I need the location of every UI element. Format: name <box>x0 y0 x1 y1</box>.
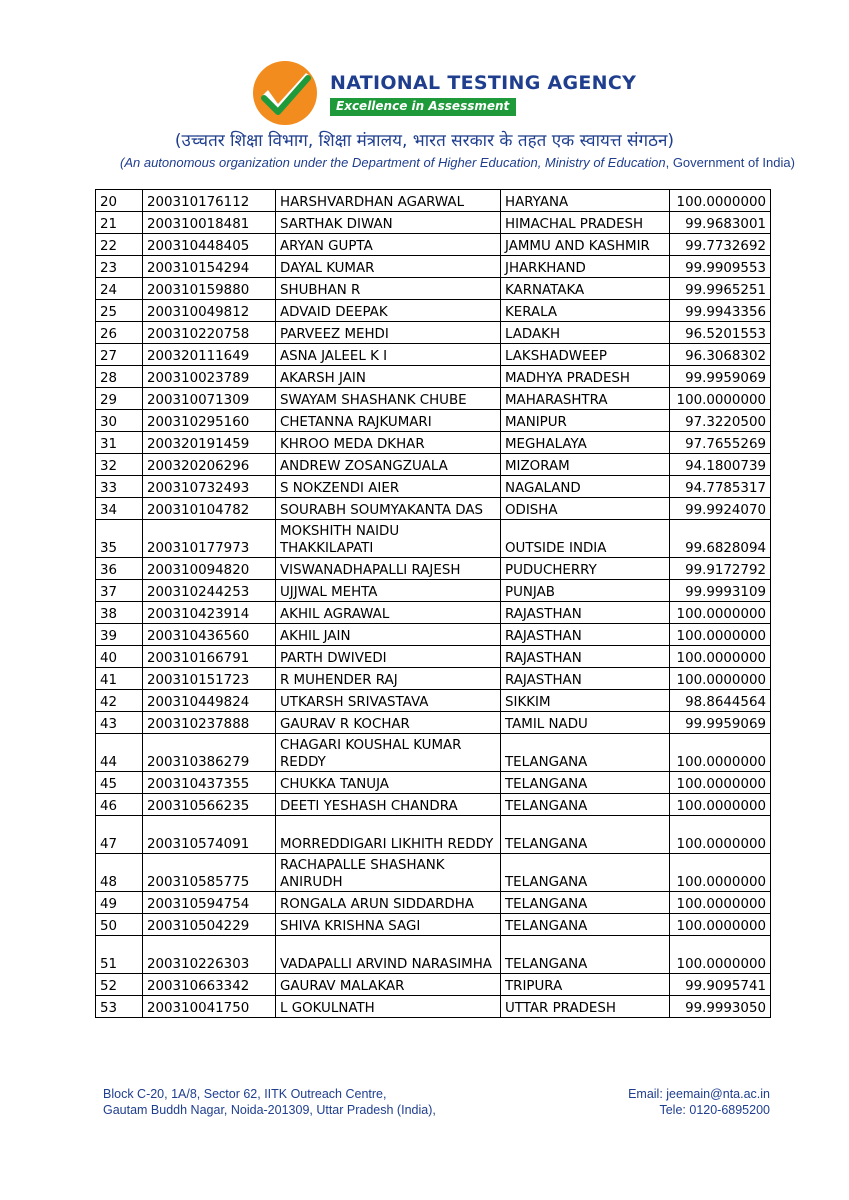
score-cell: 94.7785317 <box>670 476 771 498</box>
state-cell: TELANGANA <box>501 772 670 794</box>
state-cell: RAJASTHAN <box>501 624 670 646</box>
roll-number-cell: 200310585775 <box>143 854 276 892</box>
state-cell: LAKSHADWEEP <box>501 344 670 366</box>
serial-number-cell: 32 <box>96 454 143 476</box>
candidate-name-cell: GAURAV MALAKAR <box>276 974 501 996</box>
score-cell: 100.0000000 <box>670 646 771 668</box>
serial-number-cell: 33 <box>96 476 143 498</box>
candidate-name-cell: CHAGARI KOUSHAL KUMAR REDDY <box>276 734 501 772</box>
table-row <box>96 300 771 322</box>
roll-number-cell: 200310177973 <box>143 520 276 558</box>
candidate-name-cell: CHUKKA TANUJA <box>276 772 501 794</box>
serial-number-cell: 31 <box>96 432 143 454</box>
candidate-name-cell: RACHAPALLE SHASHANK ANIRUDH <box>276 854 501 892</box>
table-row <box>96 558 771 580</box>
candidate-name-cell: PARVEEZ MEHDI <box>276 322 501 344</box>
roll-number-cell: 200310437355 <box>143 772 276 794</box>
table-row <box>96 794 771 816</box>
candidate-name-cell: VADAPALLI ARVIND NARASIMHA <box>276 936 501 974</box>
score-cell: 99.9993109 <box>670 580 771 602</box>
roll-number-cell: 200310023789 <box>143 366 276 388</box>
serial-number-cell: 38 <box>96 602 143 624</box>
state-cell: MIZORAM <box>501 454 670 476</box>
score-cell: 100.0000000 <box>670 190 771 212</box>
table-row <box>96 454 771 476</box>
candidate-name-cell: AKHIL AGRAWAL <box>276 602 501 624</box>
state-cell: NAGALAND <box>501 476 670 498</box>
candidate-name-cell: ANDREW ZOSANGZUALA <box>276 454 501 476</box>
table-row <box>96 520 771 558</box>
serial-number-cell: 52 <box>96 974 143 996</box>
table-row <box>96 580 771 602</box>
serial-number-cell: 44 <box>96 734 143 772</box>
serial-number-cell: 45 <box>96 772 143 794</box>
score-cell: 100.0000000 <box>670 388 771 410</box>
serial-number-cell: 29 <box>96 388 143 410</box>
serial-number-cell: 42 <box>96 690 143 712</box>
score-cell: 99.9943356 <box>670 300 771 322</box>
results-table-body <box>96 190 771 1018</box>
state-cell: MANIPUR <box>501 410 670 432</box>
candidate-name-cell: DAYAL KUMAR <box>276 256 501 278</box>
score-cell: 99.9172792 <box>670 558 771 580</box>
serial-number-cell: 39 <box>96 624 143 646</box>
score-cell: 99.9924070 <box>670 498 771 520</box>
state-cell: JAMMU AND KASHMIR <box>501 234 670 256</box>
score-cell: 96.5201553 <box>670 322 771 344</box>
roll-number-cell: 200320191459 <box>143 432 276 454</box>
state-cell: RAJASTHAN <box>501 668 670 690</box>
score-cell: 100.0000000 <box>670 602 771 624</box>
serial-number-cell: 46 <box>96 794 143 816</box>
table-row <box>96 476 771 498</box>
roll-number-cell: 200310423914 <box>143 602 276 624</box>
serial-number-cell: 49 <box>96 892 143 914</box>
table-row <box>96 624 771 646</box>
roll-number-cell: 200310386279 <box>143 734 276 772</box>
state-cell: TELANGANA <box>501 936 670 974</box>
roll-number-cell: 200310237888 <box>143 712 276 734</box>
hindi-subtitle: (उच्चतर शिक्षा विभाग, शिक्षा मंत्रालय, भारत सरकार के तहत एक स्वायत्त संगठन) <box>174 131 675 151</box>
state-cell: TELANGANA <box>501 816 670 854</box>
subtitle-gov: , Government of India) <box>665 155 795 170</box>
table-row <box>96 668 771 690</box>
table-row <box>96 366 771 388</box>
table-row <box>96 322 771 344</box>
candidate-name-cell: SOURABH SOUMYAKANTA DAS <box>276 498 501 520</box>
address-line-1: Block C-20, 1A/8, Sector 62, IITK Outreach Centre, <box>103 1087 387 1101</box>
roll-number-cell: 200310071309 <box>143 388 276 410</box>
state-cell: HIMACHAL PRADESH <box>501 212 670 234</box>
state-cell: MEGHALAYA <box>501 432 670 454</box>
roll-number-cell: 200310018481 <box>143 212 276 234</box>
score-cell: 98.8644564 <box>670 690 771 712</box>
serial-number-cell: 30 <box>96 410 143 432</box>
address-line-2: Gautam Buddh Nagar, Noida-201309, Uttar Pradesh (India), <box>103 1103 436 1117</box>
score-cell: 100.0000000 <box>670 734 771 772</box>
table-row <box>96 410 771 432</box>
serial-number-cell: 23 <box>96 256 143 278</box>
roll-number-cell: 200310220758 <box>143 322 276 344</box>
table-row <box>96 432 771 454</box>
state-cell: SIKKIM <box>501 690 670 712</box>
table-row <box>96 190 771 212</box>
roll-number-cell: 200310574091 <box>143 816 276 854</box>
footer-contact <box>628 1086 770 1118</box>
serial-number-cell: 24 <box>96 278 143 300</box>
roll-number-cell: 200310566235 <box>143 794 276 816</box>
serial-number-cell: 50 <box>96 914 143 936</box>
score-cell: 99.9993050 <box>670 996 771 1018</box>
table-row <box>96 388 771 410</box>
state-cell: LADAKH <box>501 322 670 344</box>
candidate-name-cell: ASNA JALEEL K I <box>276 344 501 366</box>
state-cell: UTTAR PRADESH <box>501 996 670 1018</box>
roll-number-cell: 200310176112 <box>143 190 276 212</box>
serial-number-cell: 51 <box>96 936 143 974</box>
score-cell: 100.0000000 <box>670 794 771 816</box>
state-cell: JHARKHAND <box>501 256 670 278</box>
candidate-name-cell: S NOKZENDI AIER <box>276 476 501 498</box>
score-cell: 100.0000000 <box>670 854 771 892</box>
candidate-name-cell: DEETI YESHASH CHANDRA <box>276 794 501 816</box>
score-cell: 100.0000000 <box>670 624 771 646</box>
roll-number-cell: 200310504229 <box>143 914 276 936</box>
roll-number-cell: 200310732493 <box>143 476 276 498</box>
candidate-name-cell: RONGALA ARUN SIDDARDHA <box>276 892 501 914</box>
state-cell: RAJASTHAN <box>501 646 670 668</box>
candidate-name-cell: SARTHAK DIWAN <box>276 212 501 234</box>
score-cell: 99.9959069 <box>670 366 771 388</box>
roll-number-cell: 200310244253 <box>143 580 276 602</box>
score-cell: 96.3068302 <box>670 344 771 366</box>
serial-number-cell: 47 <box>96 816 143 854</box>
candidate-name-cell: MOKSHITH NAIDU THAKKILAPATI <box>276 520 501 558</box>
serial-number-cell: 27 <box>96 344 143 366</box>
candidate-name-cell: ARYAN GUPTA <box>276 234 501 256</box>
serial-number-cell: 53 <box>96 996 143 1018</box>
candidate-name-cell: SHIVA KRISHNA SAGI <box>276 914 501 936</box>
table-row <box>96 854 771 892</box>
serial-number-cell: 25 <box>96 300 143 322</box>
table-row <box>96 646 771 668</box>
candidate-name-cell: HARSHVARDHAN AGARWAL <box>276 190 501 212</box>
score-cell: 99.9965251 <box>670 278 771 300</box>
state-cell: MADHYA PRADESH <box>501 366 670 388</box>
roll-number-cell: 200310094820 <box>143 558 276 580</box>
serial-number-cell: 28 <box>96 366 143 388</box>
state-cell: KARNATAKA <box>501 278 670 300</box>
serial-number-cell: 20 <box>96 190 143 212</box>
serial-number-cell: 26 <box>96 322 143 344</box>
candidate-name-cell: GAURAV R KOCHAR <box>276 712 501 734</box>
score-cell: 99.9683001 <box>670 212 771 234</box>
contact-email: Email: jeemain@nta.ac.in <box>628 1087 770 1101</box>
state-cell: PUDUCHERRY <box>501 558 670 580</box>
tagline: Excellence in Assessment <box>336 99 510 113</box>
roll-number-cell: 200320111649 <box>143 344 276 366</box>
table-row <box>96 234 771 256</box>
roll-number-cell: 200310166791 <box>143 646 276 668</box>
table-row <box>96 498 771 520</box>
serial-number-cell: 48 <box>96 854 143 892</box>
roll-number-cell: 200310295160 <box>143 410 276 432</box>
serial-number-cell: 22 <box>96 234 143 256</box>
score-cell: 94.1800739 <box>670 454 771 476</box>
candidate-name-cell: UTKARSH SRIVASTAVA <box>276 690 501 712</box>
state-cell: TAMIL NADU <box>501 712 670 734</box>
results-table <box>95 189 771 1018</box>
score-cell: 99.9095741 <box>670 974 771 996</box>
candidate-name-cell: AKARSH JAIN <box>276 366 501 388</box>
candidate-name-cell: UJJWAL MEHTA <box>276 580 501 602</box>
score-cell: 100.0000000 <box>670 772 771 794</box>
roll-number-cell: 200310594754 <box>143 892 276 914</box>
roll-number-cell: 200310041750 <box>143 996 276 1018</box>
roll-number-cell: 200310448405 <box>143 234 276 256</box>
score-cell: 100.0000000 <box>670 668 771 690</box>
serial-number-cell: 40 <box>96 646 143 668</box>
candidate-name-cell: VISWANADHAPALLI RAJESH <box>276 558 501 580</box>
score-cell: 99.6828094 <box>670 520 771 558</box>
score-cell: 100.0000000 <box>670 936 771 974</box>
roll-number-cell: 200310159880 <box>143 278 276 300</box>
state-cell: OUTSIDE INDIA <box>501 520 670 558</box>
score-cell: 99.9959069 <box>670 712 771 734</box>
contact-tele: Tele: 0120-6895200 <box>659 1103 770 1117</box>
candidate-name-cell: ADVAID DEEPAK <box>276 300 501 322</box>
table-row <box>96 892 771 914</box>
score-cell: 97.7655269 <box>670 432 771 454</box>
table-row <box>96 816 771 854</box>
state-cell: TELANGANA <box>501 734 670 772</box>
table-row <box>96 344 771 366</box>
serial-number-cell: 41 <box>96 668 143 690</box>
subtitle-main: (An autonomous organization under the Department of Higher Education, Ministry of Education <box>120 155 666 170</box>
table-row <box>96 256 771 278</box>
state-cell: RAJASTHAN <box>501 602 670 624</box>
candidate-name-cell: PARTH DWIVEDI <box>276 646 501 668</box>
table-row <box>96 914 771 936</box>
state-cell: TELANGANA <box>501 854 670 892</box>
serial-number-cell: 35 <box>96 520 143 558</box>
candidate-name-cell: CHETANNA RAJKUMARI <box>276 410 501 432</box>
table-row <box>96 690 771 712</box>
table-row <box>96 772 771 794</box>
table-row <box>96 996 771 1018</box>
table-row <box>96 974 771 996</box>
table-row <box>96 212 771 234</box>
roll-number-cell: 200310151723 <box>143 668 276 690</box>
serial-number-cell: 43 <box>96 712 143 734</box>
candidate-name-cell: MORREDDIGARI LIKHITH REDDY <box>276 816 501 854</box>
state-cell: TRIPURA <box>501 974 670 996</box>
roll-number-cell: 200310049812 <box>143 300 276 322</box>
org-name: NATIONAL TESTING AGENCY <box>330 72 637 94</box>
score-cell: 100.0000000 <box>670 892 771 914</box>
state-cell: TELANGANA <box>501 914 670 936</box>
score-cell: 99.7732692 <box>670 234 771 256</box>
score-cell: 100.0000000 <box>670 816 771 854</box>
english-subtitle <box>120 155 795 170</box>
state-cell: ODISHA <box>501 498 670 520</box>
table-row <box>96 602 771 624</box>
table-row <box>96 936 771 974</box>
state-cell: KERALA <box>501 300 670 322</box>
candidate-name-cell: L GOKULNATH <box>276 996 501 1018</box>
state-cell: TELANGANA <box>501 794 670 816</box>
candidate-name-cell: AKHIL JAIN <box>276 624 501 646</box>
serial-number-cell: 34 <box>96 498 143 520</box>
table-row <box>96 278 771 300</box>
roll-number-cell: 200320206296 <box>143 454 276 476</box>
state-cell: HARYANA <box>501 190 670 212</box>
roll-number-cell: 200310663342 <box>143 974 276 996</box>
roll-number-cell: 200310154294 <box>143 256 276 278</box>
roll-number-cell: 200310449824 <box>143 690 276 712</box>
serial-number-cell: 21 <box>96 212 143 234</box>
roll-number-cell: 200310226303 <box>143 936 276 974</box>
serial-number-cell: 36 <box>96 558 143 580</box>
table-row <box>96 712 771 734</box>
serial-number-cell: 37 <box>96 580 143 602</box>
score-cell: 97.3220500 <box>670 410 771 432</box>
candidate-name-cell: R MUHENDER RAJ <box>276 668 501 690</box>
footer-address <box>103 1086 436 1118</box>
state-cell: PUNJAB <box>501 580 670 602</box>
table-row <box>96 734 771 772</box>
candidate-name-cell: SHUBHAN R <box>276 278 501 300</box>
score-cell: 99.9909553 <box>670 256 771 278</box>
roll-number-cell: 200310104782 <box>143 498 276 520</box>
candidate-name-cell: SWAYAM SHASHANK CHUBE <box>276 388 501 410</box>
score-cell: 100.0000000 <box>670 914 771 936</box>
candidate-name-cell: KHROO MEDA DKHAR <box>276 432 501 454</box>
state-cell: MAHARASHTRA <box>501 388 670 410</box>
nta-logo-icon <box>252 60 318 126</box>
roll-number-cell: 200310436560 <box>143 624 276 646</box>
state-cell: TELANGANA <box>501 892 670 914</box>
